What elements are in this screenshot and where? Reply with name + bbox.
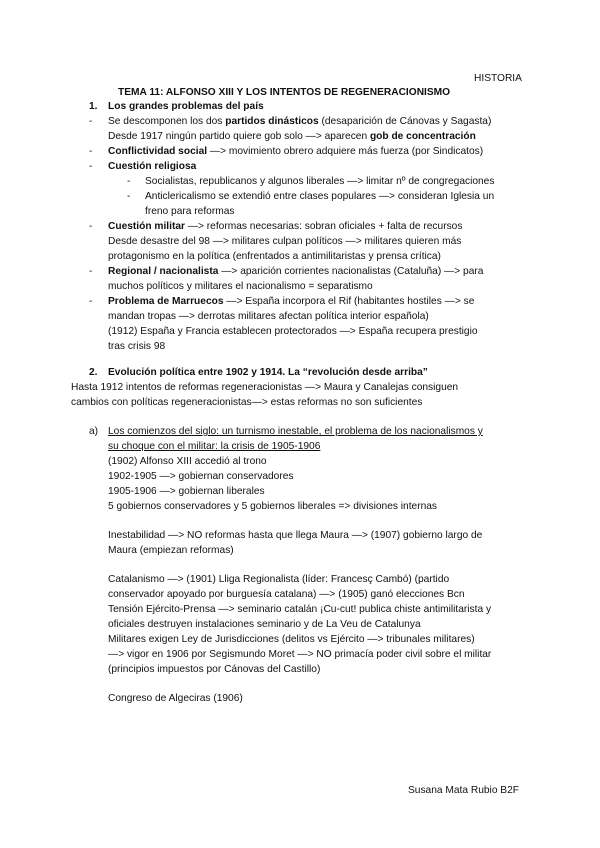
sub-bullet-dash: - xyxy=(127,176,131,187)
paragraph-line: Maura (empiezan reformas) xyxy=(108,545,234,556)
list-item: Cuestión militar —> reformas necesarias: sobran oficiales + falta de recursos xyxy=(108,221,463,232)
page-title: TEMA 11: ALFONSO XIII Y LOS INTENTOS DE REGENERACIONISMO xyxy=(118,87,451,98)
list-item-continued: (1912) España y Francia establecen protectorados —> España recupera prestigio xyxy=(108,326,478,337)
paragraph-line: 5 gobiernos conservadores y 5 gobiernos liberales => divisiones internas xyxy=(108,501,438,512)
list-item-continued: protagonismo en la política (enfrentados a antimilitaristas y prensa crítica) xyxy=(108,251,441,262)
list-item-continued: tras crisis 98 xyxy=(108,341,166,352)
sub-list-item-continued: freno para reformas xyxy=(145,206,235,217)
paragraph-line: Inestabilidad —> NO reformas hasta que llega Maura —> (1907) gobierno largo de xyxy=(108,530,483,541)
footer-author: Susana Mata Rubio B2F xyxy=(408,785,519,796)
bullet-dash: - xyxy=(89,116,93,127)
paragraph-line: (1902) Alfonso XIII accedió al trono xyxy=(108,456,267,467)
section1-heading: Los grandes problemas del país xyxy=(108,101,264,112)
subsection-title: Los comienzos del siglo: un turnismo inestable, el problema de los nacionalismos y xyxy=(108,426,483,437)
section2-number: 2. xyxy=(89,367,98,378)
paragraph: Hasta 1912 intentos de reformas regeneracionistas —> Maura y Canalejas consiguen xyxy=(71,382,459,393)
bullet-dash: - xyxy=(89,296,93,307)
paragraph-line: Congreso de Algeciras (1906) xyxy=(108,693,243,704)
paragraph-line: 1902-1905 —> gobiernan conservadores xyxy=(108,471,294,482)
paragraph-line: —> vigor en 1906 por Segismundo Moret —> NO primacía poder civil sobre el militar xyxy=(108,649,492,660)
bullet-dash: - xyxy=(89,146,93,157)
subsection-title: su choque con el militar: la crisis de 1905-1906 xyxy=(108,441,321,452)
list-item: Cuestión religiosa xyxy=(108,161,197,172)
paragraph: cambios con políticas regeneracionistas—> estas reformas no son suficientes xyxy=(71,397,423,408)
list-item-continued: mandan tropas —> derrotas militares afectan política interior española) xyxy=(108,311,429,322)
subject-label: HISTORIA xyxy=(474,73,522,84)
sub-list-item: Socialistas, republicanos y algunos liberales —> limitar nº de congregaciones xyxy=(145,176,495,187)
subsection-label: a) xyxy=(89,426,99,437)
sub-list-item: Anticlericalismo se extendió entre clases populares —> consideran Iglesia un xyxy=(145,191,495,202)
list-item: Se descomponen los dos partidos dinásticos (desaparición de Cánovas y Sagasta) xyxy=(108,116,492,127)
bullet-dash: - xyxy=(89,221,93,232)
list-item: Conflictividad social —> movimiento obrero adquiere más fuerza (por Sindicatos) xyxy=(108,146,484,157)
section1-number: 1. xyxy=(89,101,98,112)
paragraph-line: Catalanismo —> (1901) Lliga Regionalista (líder: Francesç Cambó) (partido xyxy=(108,574,450,585)
bullet-dash: - xyxy=(89,266,93,277)
list-item-continued: Desde desastre del 98 —> militares culpan políticos —> militares quieren más xyxy=(108,236,462,247)
paragraph-line: oficiales destruyen instalaciones seminario y de La Veu de Catalunya xyxy=(108,619,421,630)
section2-heading: Evolución política entre 1902 y 1914. La “revolución desde arriba” xyxy=(108,367,428,378)
paragraph-line: conservador apoyado por burguesía catalana) —> (1905) ganó elecciones Bcn xyxy=(108,589,465,600)
paragraph-line: Militares exigen Ley de Jurisdicciones (delitos vs Ejército —> tribunales militares) xyxy=(108,634,475,645)
list-item-continued: Desde 1917 ningún partido quiere gob solo —> aparecen gob de concentración xyxy=(108,131,476,142)
paragraph-line: Tensión Ejército-Prensa —> seminario catalán ¡Cu-cut! publica chiste antimilitarista y xyxy=(108,604,492,615)
sub-bullet-dash: - xyxy=(127,191,131,202)
bullet-dash: - xyxy=(89,161,93,172)
list-item-continued: muchos políticos y militares el nacionalismo = separatismo xyxy=(108,281,373,292)
paragraph-line: (principios impuestos por Cánovas del Castillo) xyxy=(108,664,321,675)
paragraph-line: 1905-1906 —> gobiernan liberales xyxy=(108,486,265,497)
list-item: Regional / nacionalista —> aparición corrientes nacionalistas (Cataluña) —> para xyxy=(108,266,484,277)
list-item: Problema de Marruecos —> España incorpora el Rif (habitantes hostiles —> se xyxy=(108,296,475,307)
